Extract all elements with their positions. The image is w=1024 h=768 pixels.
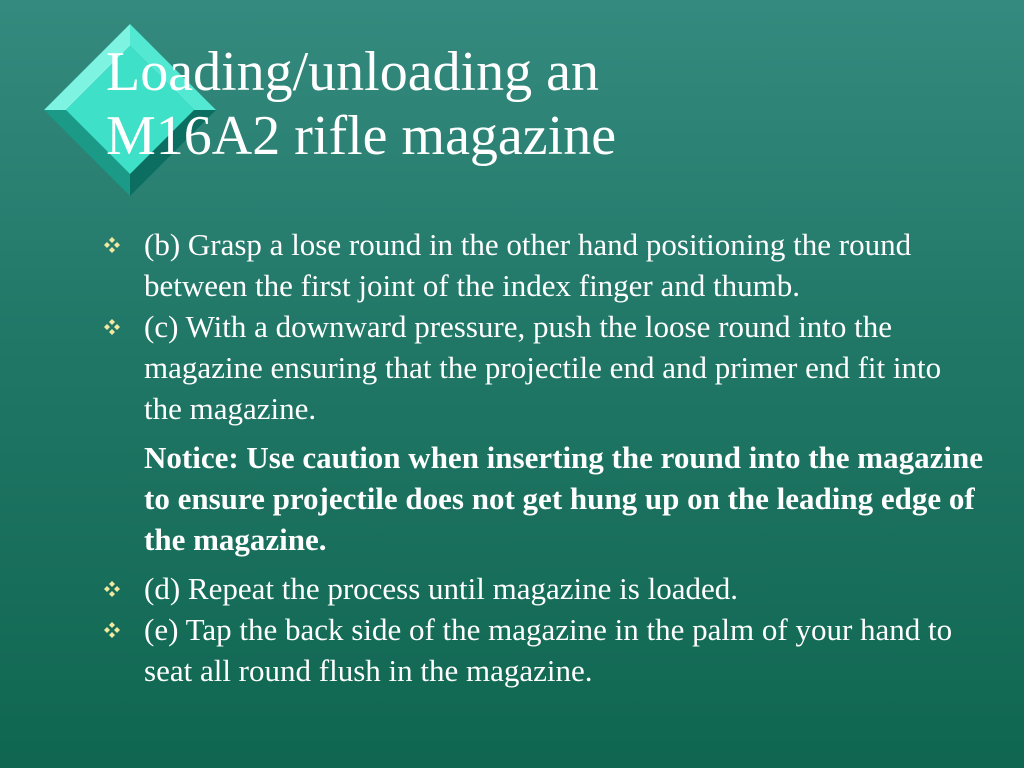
notice-paragraph <box>104 437 984 560</box>
list-item-text: (b) Grasp a lose round in the other hand positioning the round between the first joint of the index finger and thumb. <box>144 227 912 303</box>
list-item-text: (e) Tap the back side of the magazine in the palm of your hand to seat all round flush in the magazine. <box>144 612 953 688</box>
four-diamond-bullet-icon <box>104 319 120 335</box>
notice-text: Notice: Use caution when inserting the round into the magazine to ensure projectile does not get hung up on the leading edge of the magazine. <box>144 440 983 557</box>
list-item <box>104 568 984 609</box>
title-line-2: M16A2 rifle magazine <box>106 105 617 167</box>
list-item-text: (c) With a downward pressure, push the loose round into the magazine ensuring that the projectile end and primer end fit into the magazine. <box>144 309 942 426</box>
list-item <box>104 609 984 691</box>
four-diamond-bullet-icon <box>104 622 120 638</box>
title-line-1: Loading/unloading an <box>106 41 600 103</box>
bullet-list <box>104 224 984 691</box>
list-item <box>104 306 984 429</box>
four-diamond-bullet-icon <box>104 581 120 597</box>
four-diamond-bullet-icon <box>104 237 120 253</box>
list-item-text: (d) Repeat the process until magazine is loaded. <box>144 571 738 606</box>
slide-title <box>106 40 986 168</box>
list-item <box>104 224 984 306</box>
